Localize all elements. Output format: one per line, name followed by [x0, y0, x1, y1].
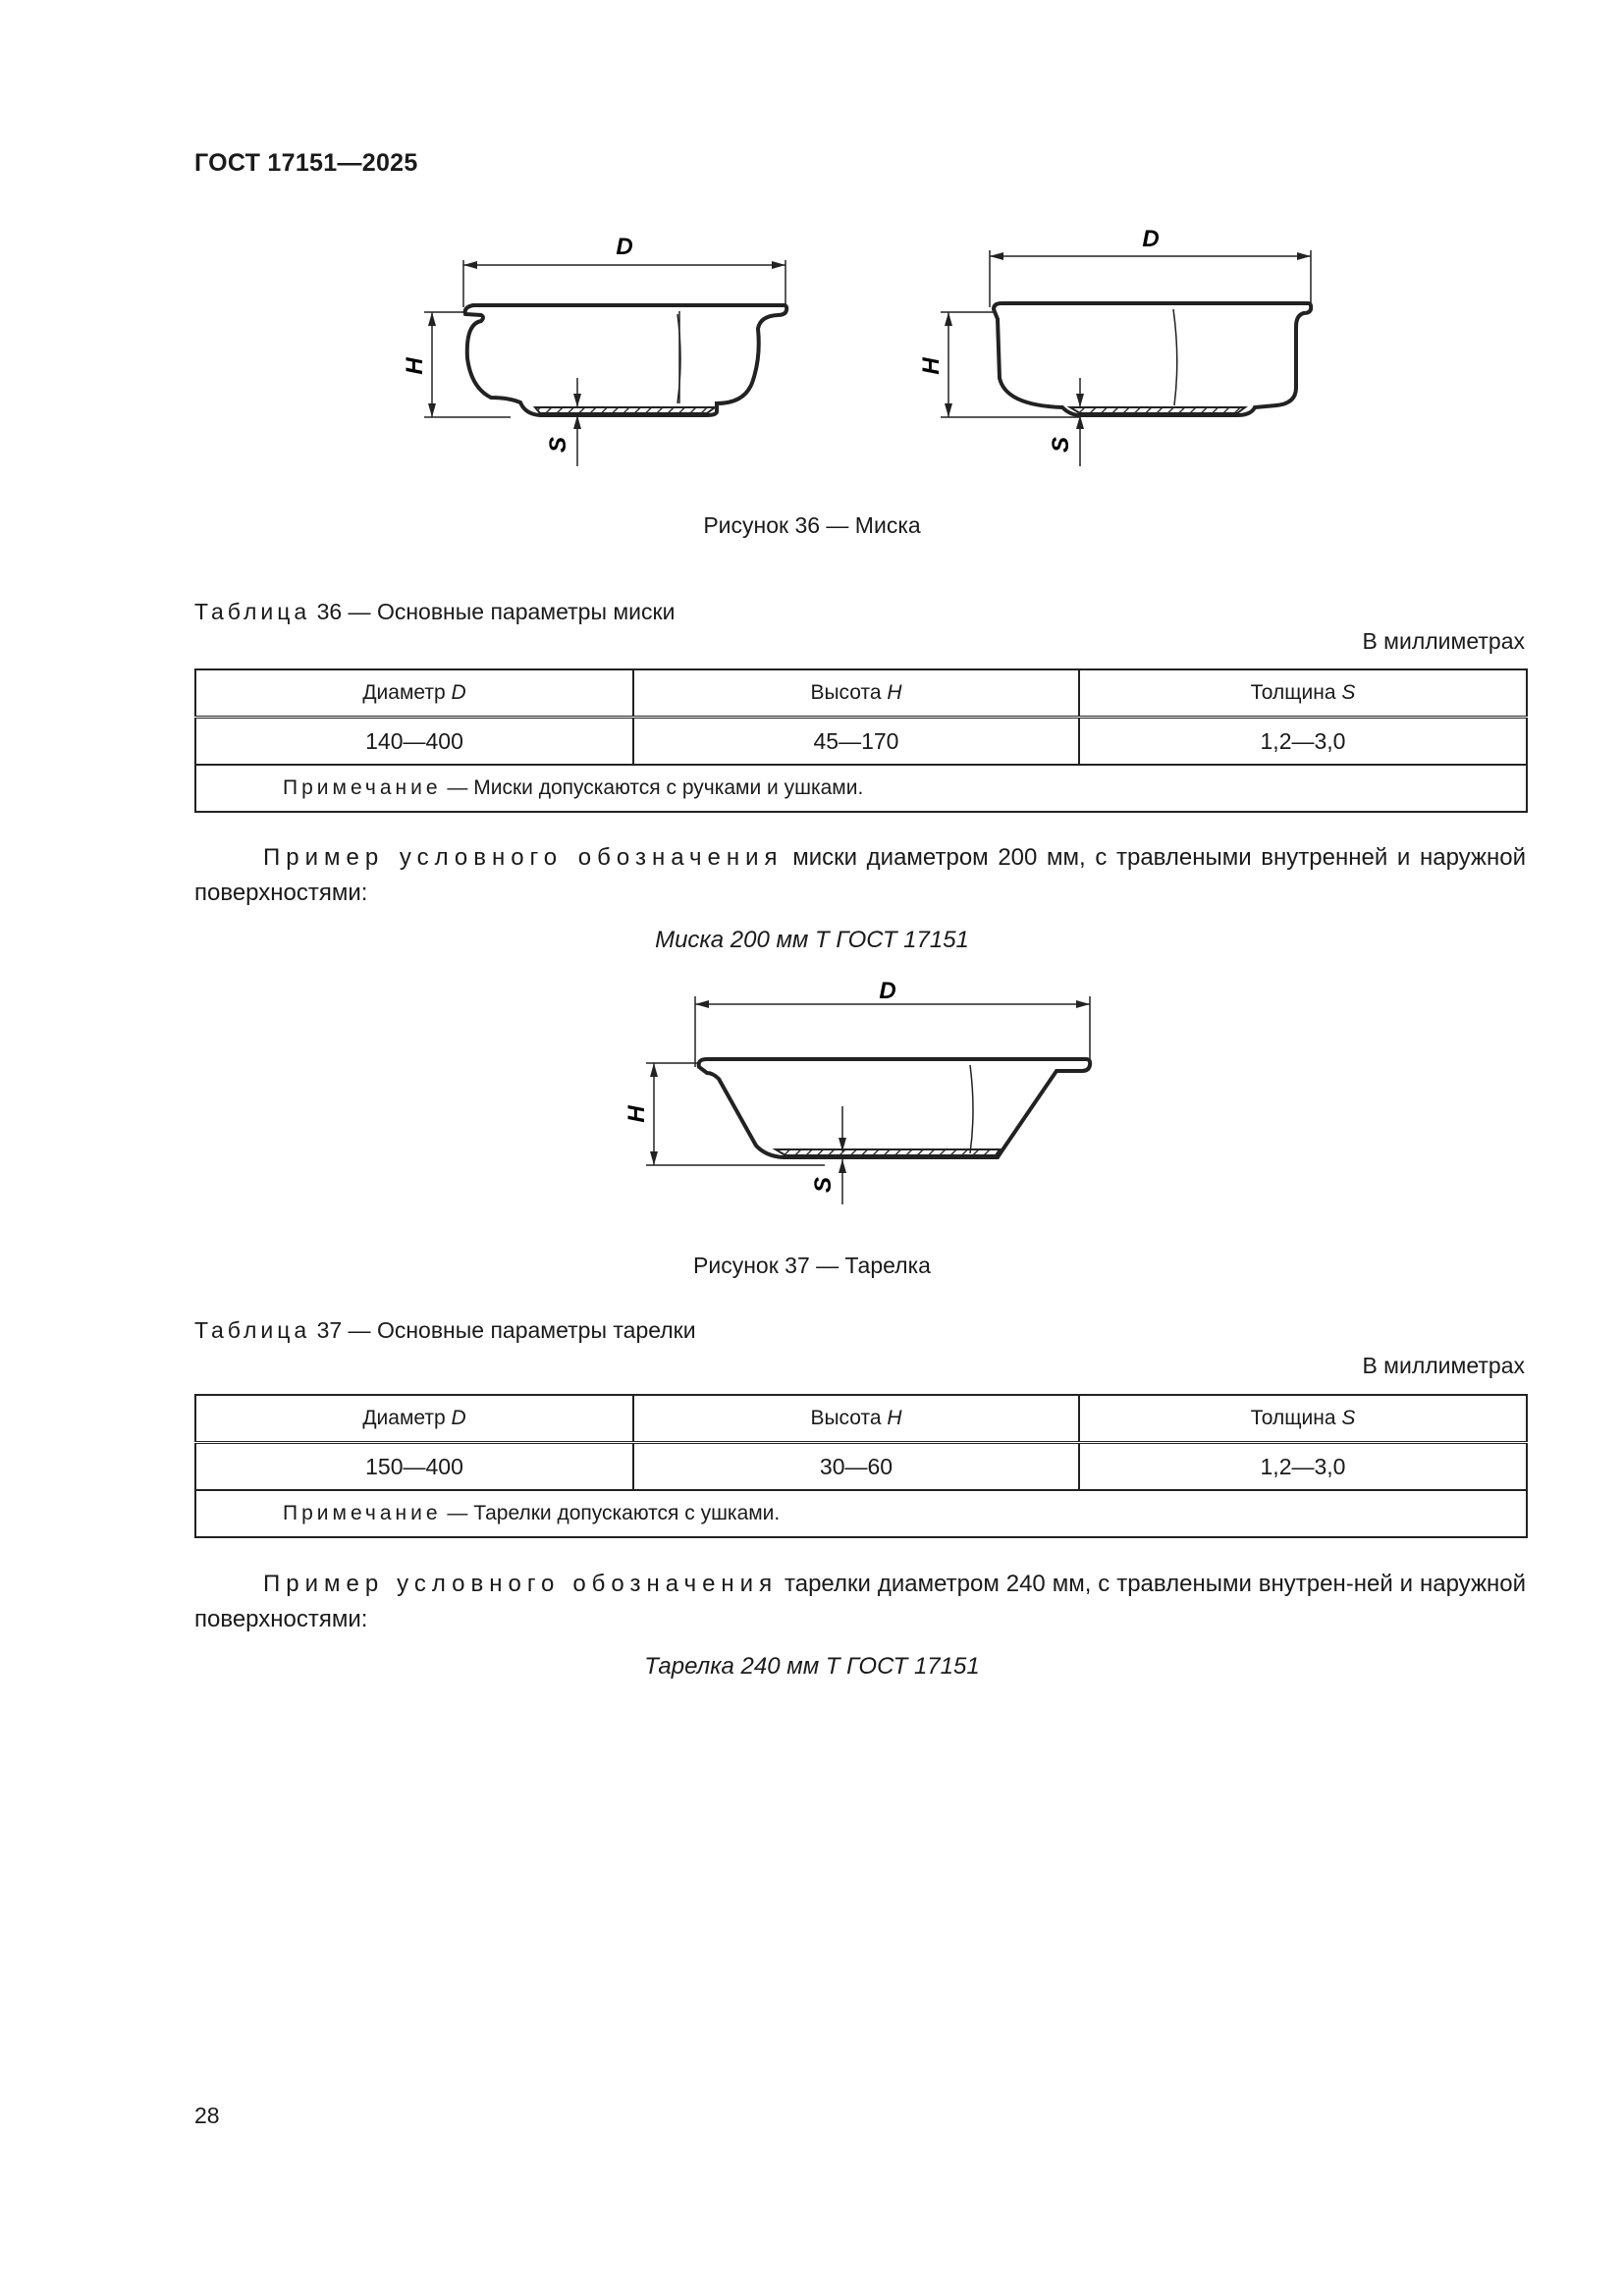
- table-37-cell-thickness: 1,2—3,0: [1079, 1443, 1527, 1491]
- plate-dim-h: H: [623, 1105, 650, 1123]
- table-37-header-thickness: Толщина S: [1079, 1395, 1527, 1443]
- table-36-note: Примечание — Миски допускаются с ручками и ушками.: [195, 765, 1527, 812]
- table-36: [194, 668, 1528, 813]
- example-37-text: тарелки диаметром 240 мм, с травлеными внутрен-ней и наружной поверхностями:: [194, 1571, 1527, 1632]
- table-37-cell-height: 30—60: [633, 1443, 1079, 1491]
- table-37-units: В миллиметрах: [1362, 1353, 1525, 1378]
- example-37-designation: Тарелка 240 мм Т ГОСТ 17151: [644, 1653, 980, 1680]
- table-37-note-row: [195, 1490, 1527, 1537]
- table-37-title-rest: 37 — Основные параметры тарелки: [310, 1317, 696, 1343]
- example-36-paragraph: [194, 840, 1526, 911]
- example-36-lead: Пример условного обозначения: [263, 844, 784, 871]
- table-36-header-thickness: Толщина S: [1079, 669, 1527, 718]
- table-36-title-prefix: Таблица: [194, 599, 311, 624]
- table-37-header-diameter: Диаметр D: [195, 1395, 633, 1443]
- page-number: 28: [194, 2103, 220, 2128]
- table-36-title: [194, 599, 675, 625]
- table-37-title: [194, 1317, 696, 1344]
- bowl1-dim-s: S: [545, 436, 571, 454]
- table-36-title-rest: 36 — Основные параметры миски: [310, 599, 676, 624]
- bowl1-dim-d: D: [616, 234, 633, 260]
- figure-36-caption: Рисунок 36 — Миска: [703, 512, 921, 538]
- table-36-cell-height: 45—170: [633, 718, 1079, 766]
- table-36-note-row: [195, 765, 1527, 812]
- table-36-row: [195, 718, 1527, 766]
- bowl1-dim-h: H: [402, 357, 428, 375]
- example-37-lead: Пример условного обозначения: [263, 1571, 779, 1597]
- table-37: [194, 1394, 1528, 1538]
- table-37-note: Примечание — Тарелки допускаются с ушками.: [195, 1490, 1527, 1537]
- table-36-header-height: Высота H: [633, 669, 1079, 718]
- table-37-cell-diameter: 150—400: [195, 1443, 633, 1491]
- table-36-cell-thickness: 1,2—3,0: [1079, 718, 1527, 766]
- figure-37-drawing: [623, 977, 1100, 1212]
- example-36-designation: Миска 200 мм Т ГОСТ 17151: [655, 927, 969, 953]
- table-36-header-row: [195, 669, 1527, 718]
- example-37-paragraph: [194, 1567, 1526, 1637]
- table-36-units: В миллиметрах: [1362, 628, 1525, 654]
- figure-36-drawing: [393, 221, 1335, 476]
- figure-37-caption: Рисунок 37 — Тарелка: [693, 1253, 931, 1278]
- table-37-title-prefix: Таблица: [194, 1317, 311, 1343]
- plate-dim-s: S: [810, 1176, 837, 1194]
- example-36-text: миски диаметром 200 мм, с травлеными внутренней и наружной поверхностями:: [194, 844, 1526, 906]
- document-code: ГОСТ 17151—2025: [194, 149, 418, 177]
- bowl2-dim-s: S: [1048, 436, 1074, 454]
- plate-dim-d: D: [879, 978, 896, 1004]
- table-37-row: [195, 1443, 1527, 1491]
- table-37-header-row: [195, 1395, 1527, 1443]
- bowl-1-drawing: [402, 234, 786, 466]
- bowl2-dim-d: D: [1142, 226, 1160, 252]
- bowl-2-drawing: [918, 226, 1311, 466]
- table-36-header-diameter: Диаметр D: [195, 669, 633, 718]
- table-36-cell-diameter: 140—400: [195, 718, 633, 766]
- bowl2-dim-h: H: [918, 357, 945, 375]
- table-37-header-height: Высота H: [633, 1395, 1079, 1443]
